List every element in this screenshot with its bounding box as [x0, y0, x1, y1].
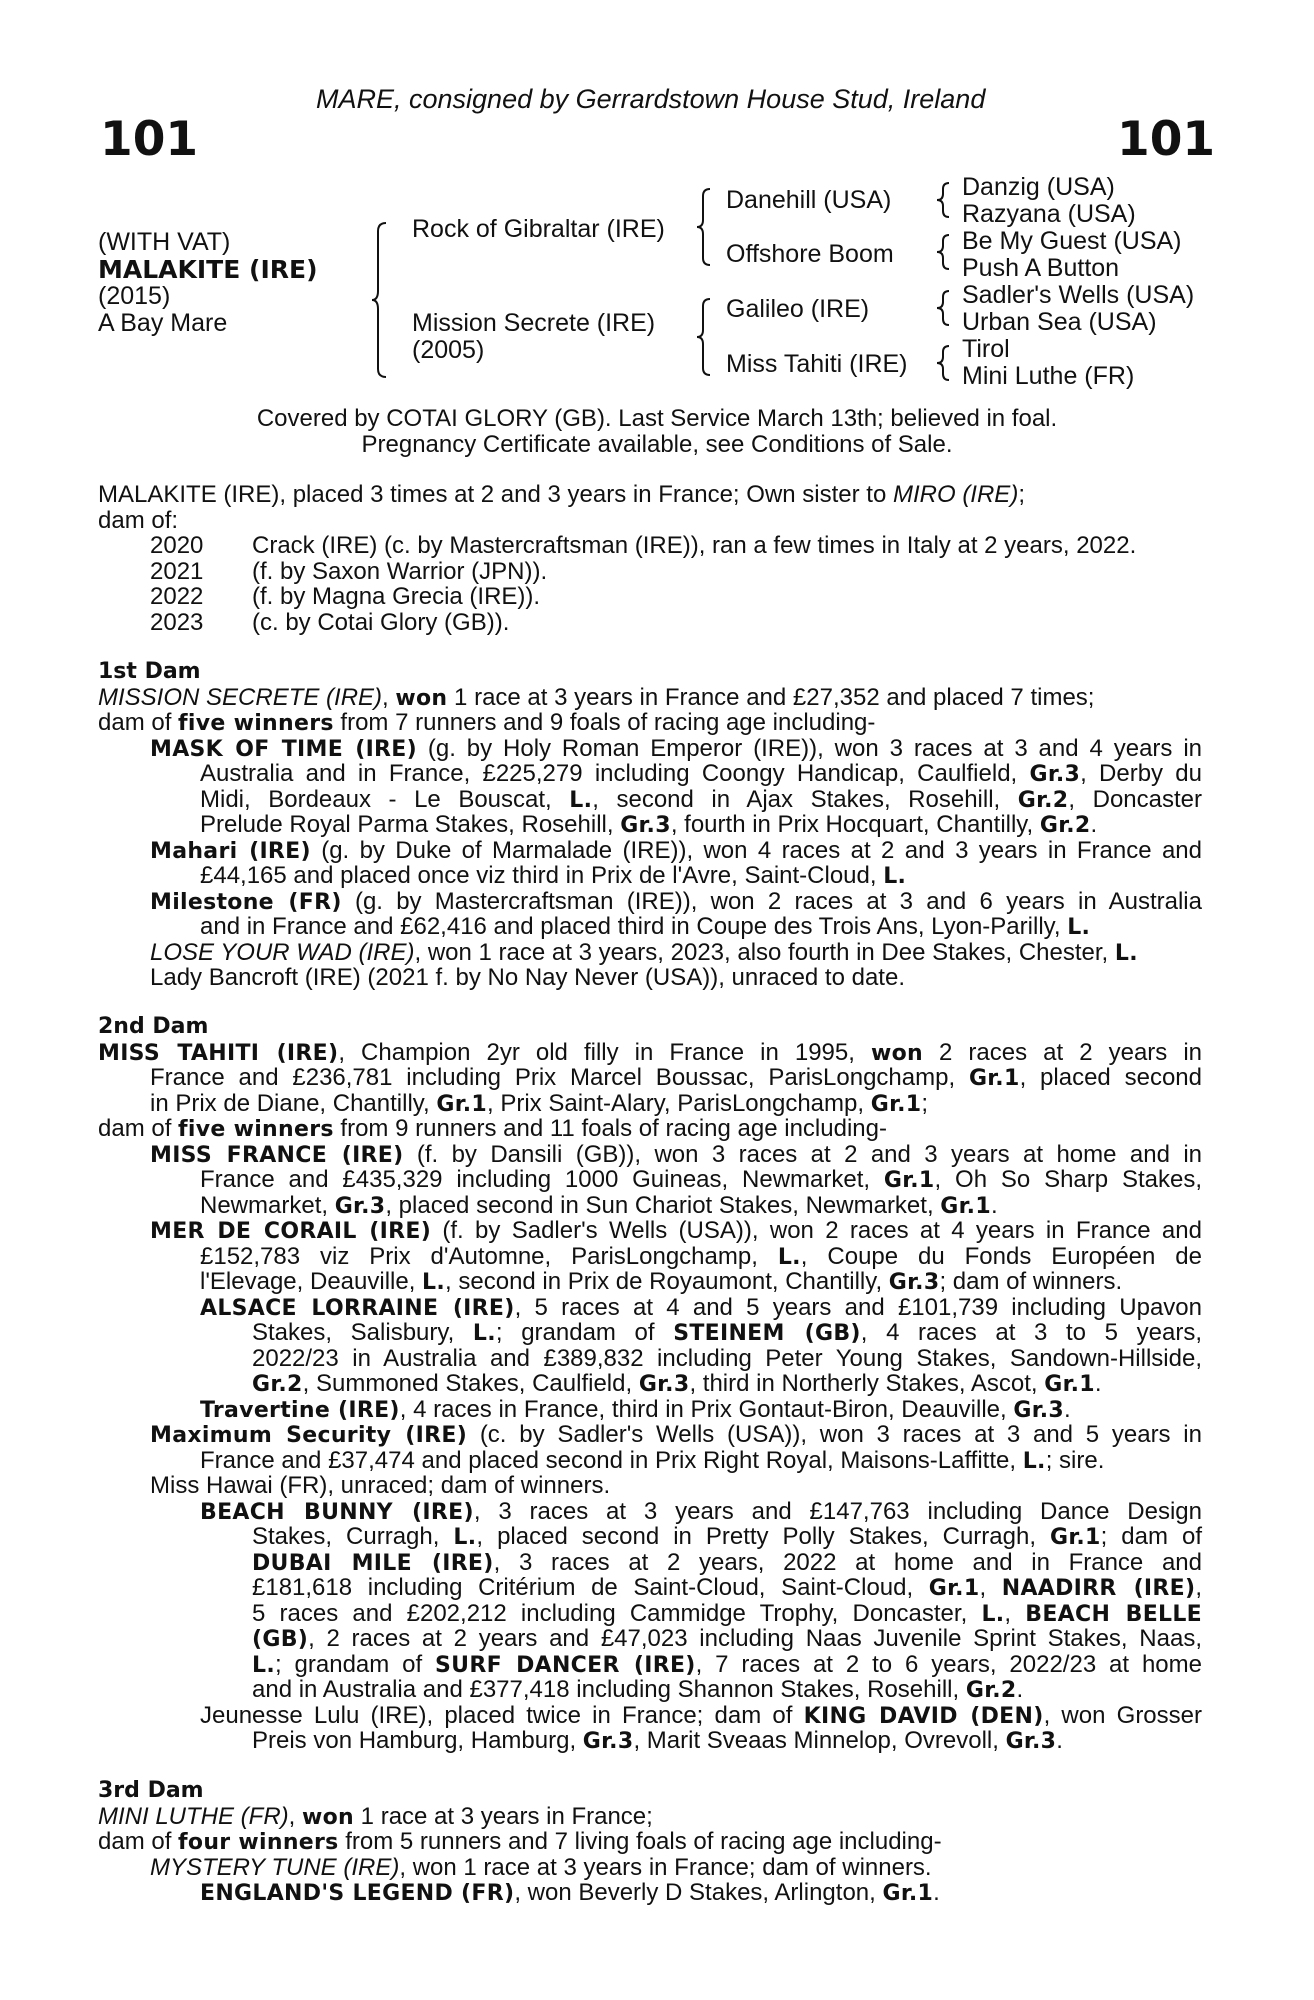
produce-year: 2022 [150, 583, 204, 610]
second-dam-heading: 2nd Dam [98, 1014, 209, 1039]
alsace-lorraine-line-4: Gr.2, Summoned Stakes, Caulfield, Gr.3, third in Northerly Stakes, Ascot, Gr.1. [252, 1370, 1102, 1397]
produce-text: (f. by Saxon Warrior (JPN)). [252, 557, 548, 585]
mask-of-time-line-4: Prelude Royal Parma Stakes, Rosehill, Gr.3, fourth in Prix Hocquart, Chantilly, Gr.2. [200, 811, 1098, 838]
mask-of-time-entry: MASK OF TIME (IRE) (g. by Holy Roman Emperor (IRE)), won 3 races at 3 and 4 years in [150, 734, 1202, 762]
mask-of-time-line-2: Australia and in France, £225,279 including Coongy Handicap, Caulfield, Gr.3, Derby du [200, 760, 1203, 787]
mer-de-corail-entry: MER DE CORAIL (IRE) (f. by Sadler's Wells (USA)), won 2 races at 4 years in France and [150, 1217, 1202, 1244]
pedigree-dam: Mission Secrete (IRE) [412, 309, 656, 337]
pedigree-ggen-5: Sadler's Wells (USA) [962, 281, 1195, 309]
pedigree-dam-sire: Galileo (IRE) [726, 295, 870, 323]
beach-bunny-entry: BEACH BUNNY (IRE), 3 races at 3 years and £147,763 including Dance Design [200, 1497, 1202, 1525]
second-dam-line-1: MISS TAHITI (IRE), Champion 2yr old filly in France in 1995, won 2 races at 2 years in [98, 1038, 1203, 1066]
pedigree-bracket-sire [697, 187, 715, 267]
pedigree-bracket-g2 [937, 233, 953, 271]
pedigree-ggen-6: Urban Sea (USA) [962, 308, 1157, 336]
mystery-tune-entry: MYSTERY TUNE (IRE), won 1 race at 3 years in France; dam of winners. [150, 1853, 932, 1881]
horse-description: A Bay Mare [98, 309, 228, 337]
maximum-security-entry: Maximum Security (IRE) (c. by Sadler's Wells (USA)), won 3 races at 3 and 5 years in [150, 1421, 1202, 1448]
pedigree-sire-dam: Offshore Boom [726, 240, 894, 268]
pedigree-sire: Rock of Gibraltar (IRE) [412, 215, 665, 243]
pedigree-bracket-dam [697, 297, 715, 377]
miss-france-entry: MISS FRANCE (IRE) (f. by Dansili (GB)), won 3 races at 2 and 3 years at home and in [150, 1140, 1202, 1168]
second-dam-line-4: dam of five winners from 9 runners and 11 foals of racing age including- [98, 1115, 887, 1142]
milestone-line-2: and in France and £62,416 and placed third in Coupe des Trois Ans, Lyon-Parilly, L. [200, 913, 1091, 940]
beach-bunny-line-7: L.; grandam of SURF DANCER (IRE), 7 races at 2 to 6 years, 2022/23 at home [252, 1650, 1202, 1678]
produce-text: Crack (IRE) (c. by Mastercraftsman (IRE)), ran a few times in Italy at 2 years, 2022. [252, 532, 1137, 559]
beach-bunny-line-3: DUBAI MILE (IRE), 3 races at 2 years, 2022 at home and in France and [252, 1548, 1202, 1576]
pedigree-sire-sire: Danehill (USA) [726, 186, 892, 214]
travertine-entry: Travertine (IRE), 4 races in France, third in Prix Gontaut-Biron, Deauville, Gr.3. [200, 1395, 1071, 1423]
mahari-line-2: £44,165 and placed once viz third in Prix de l'Avre, Saint-Cloud, L. [200, 862, 907, 889]
third-dam-line-2: dam of four winners from 5 runners and 7 living foals of racing age including- [98, 1828, 942, 1855]
pedigree-bracket-g4 [937, 344, 953, 382]
pedigree-ggen-1: Danzig (USA) [962, 173, 1115, 201]
lose-your-wad-entry: LOSE YOUR WAD (IRE), won 1 race at 3 years, 2023, also fourth in Dee Stakes, Chester, L. [150, 938, 1138, 966]
beach-bunny-line-2: Stakes, Curragh, L., placed second in Pretty Polly Stakes, Curragh, Gr.1; dam of [252, 1523, 1202, 1550]
mer-de-corail-line-3: l'Elevage, Deauville, L., second in Prix de Royaumont, Chantilly, Gr.3; dam of winners. [200, 1268, 1123, 1295]
alsace-lorraine-entry: ALSACE LORRAINE (IRE), 5 races at 4 and 5 years and £101,739 including Upavon [200, 1293, 1202, 1321]
pedigree-dam-dam: Miss Tahiti (IRE) [726, 350, 908, 378]
horse-name: MALAKITE (IRE) [98, 255, 318, 284]
produce-text: (c. by Cotai Glory (GB)). [252, 608, 510, 636]
miss-france-line-2: France and £435,329 including 1000 Guineas, Newmarket, Gr.1, Oh So Sharp Stakes, [200, 1166, 1202, 1193]
consignment-line: MARE, consigned by Gerrardstown House Stud, Ireland [316, 84, 986, 114]
pedigree-bracket-g1 [937, 181, 953, 219]
mer-de-corail-line-2: £152,783 viz Prix d'Automne, ParisLongchamp, L., Coupe du Fonds Européen de [200, 1242, 1202, 1270]
beach-bunny-line-4: £181,618 including Critérium de Saint-Cloud, Saint-Cloud, Gr.1, NAADIRR (IRE), [252, 1574, 1203, 1601]
alsace-lorraine-line-3: 2022/23 in Australia and £389,832 including Peter Young Stakes, Sandown-Hillside, [252, 1344, 1202, 1372]
first-dam-line-1: MISSION SECRETE (IRE), won 1 race at 3 years in France and £27,352 and placed 7 times; [98, 683, 1095, 711]
miss-hawai-entry: Miss Hawai (FR), unraced; dam of winners. [150, 1472, 611, 1499]
mask-of-time-line-3: Midi, Bordeaux - Le Bouscat, L., second in Ajax Stakes, Rosehill, Gr.2, Doncaster [200, 785, 1203, 813]
beach-bunny-line-6: (GB), 2 races at 2 years and £47,023 including Naas Juvenile Sprint Stakes, Naas, [252, 1625, 1202, 1652]
maximum-security-line-2: France and £37,474 and placed second in Prix Right Royal, Maisons-Laffitte, L.; sire. [200, 1446, 1105, 1474]
second-dam-line-3: in Prix de Diane, Chantilly, Gr.1, Prix Saint-Alary, ParisLongchamp, Gr.1; [150, 1089, 929, 1117]
jeunesse-lulu-line-2: Preis von Hamburg, Hamburg, Gr.3, Marit Sveaas Minnelop, Ovrevoll, Gr.3. [252, 1727, 1063, 1754]
alsace-lorraine-line-2: Stakes, Salisbury, L.; grandam of STEINEM (GB), 4 races at 3 to 5 years, [252, 1319, 1202, 1346]
beach-bunny-line-5: 5 races and £202,212 including Cammidge Trophy, Doncaster, L., BEACH BELLE [252, 1599, 1203, 1627]
jeunesse-lulu-entry: Jeunesse Lulu (IRE), placed twice in France; dam of KING DAVID (DEN), won Grosser [200, 1701, 1202, 1729]
miss-france-line-3: Newmarket, Gr.3, placed second in Sun Chariot Stakes, Newmarket, Gr.1. [200, 1191, 998, 1219]
produce-year: 2021 [150, 557, 204, 585]
vat-note: (WITH VAT) [98, 228, 231, 256]
beach-bunny-line-8: and in Australia and £377,418 including Shannon Stakes, Rosehill, Gr.2. [252, 1676, 1024, 1703]
lot-number-left: 101 [100, 112, 199, 167]
pedigree-ggen-8: Mini Luthe (FR) [962, 362, 1135, 390]
pedigree-ggen-3: Be My Guest (USA) [962, 227, 1182, 255]
covering-line-2: Pregnancy Certificate available, see Conditions of Sale. [361, 431, 953, 458]
covering-line-1: Covered by COTAI GLORY (GB). Last Service March 13th; believed in foal. [256, 405, 1058, 432]
pedigree-ggen-7: Tirol [962, 335, 1010, 363]
mahari-entry: Mahari (IRE) (g. by Duke of Marmalade (IRE)), won 4 races at 2 and 3 years in France and [150, 836, 1202, 864]
pedigree-bracket-parents [372, 221, 392, 379]
first-dam-heading: 1st Dam [98, 659, 201, 684]
second-dam-line-2: France and £236,781 including Prix Marcel Boussac, ParisLongchamp, Gr.1, placed second [150, 1064, 1202, 1091]
horse-year: (2015) [98, 282, 171, 310]
intro-line-1: MALAKITE (IRE), placed 3 times at 2 and 3 years in France; Own sister to MIRO (IRE); [98, 481, 1025, 508]
lady-bancroft-entry: Lady Bancroft (IRE) (2021 f. by No Nay Never (USA)), unraced to date. [150, 964, 905, 991]
third-dam-line-1: MINI LUTHE (FR), won 1 race at 3 years in France; [98, 1802, 653, 1830]
pedigree-ggen-2: Razyana (USA) [962, 200, 1136, 228]
pedigree-dam-year: (2005) [412, 336, 485, 364]
intro-line-2: dam of: [98, 506, 179, 534]
pedigree-ggen-4: Push A Button [962, 254, 1120, 282]
produce-text: (f. by Magna Grecia (IRE)). [252, 583, 541, 610]
lot-number-right: 101 [1117, 112, 1216, 167]
produce-year: 2023 [150, 608, 204, 636]
milestone-entry: Milestone (FR) (g. by Mastercraftsman (IRE)), won 2 races at 3 and 6 years in Australia [150, 887, 1202, 915]
third-dam-heading: 3rd Dam [98, 1778, 204, 1803]
first-dam-line-2: dam of five winners from 7 runners and 9 foals of racing age including- [98, 709, 876, 736]
produce-year: 2020 [150, 532, 204, 559]
englands-legend-entry: ENGLAND'S LEGEND (FR), won Beverly D Stakes, Arlington, Gr.1. [200, 1879, 940, 1906]
pedigree-bracket-g3 [937, 289, 953, 327]
